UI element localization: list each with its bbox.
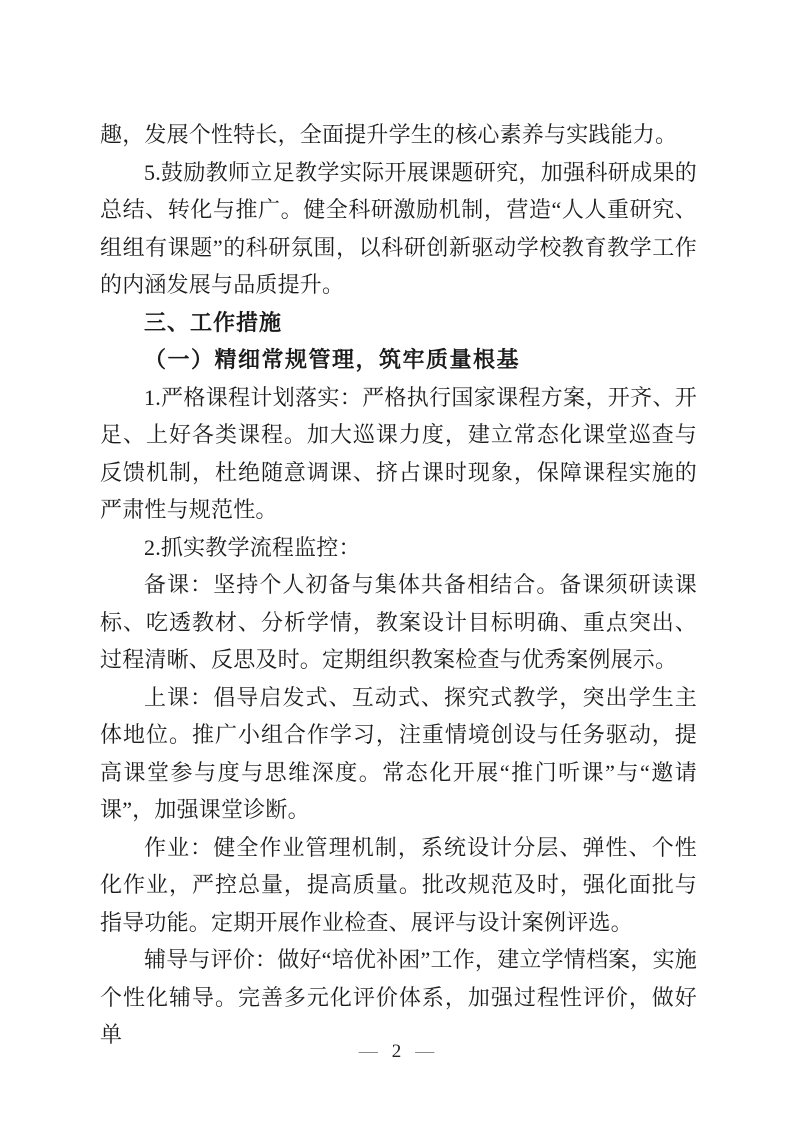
- section-heading: 三、工作措施: [144, 309, 283, 335]
- paragraph: 上课：倡导启发式、互动式、探究式教学，突出学生主体地位。推广小组合作学习，注重情境创设与任务驱动，提高课堂参与度与思维深度。常态化开展“推门听课”与“邀请课”，加强课堂诊断。: [100, 684, 697, 822]
- footer-right-dash: —: [415, 1041, 435, 1062]
- paragraph: 辅导与评价：做好“培优补困”工作，建立学情档案，实施个性化辅导。完善多元化评价体系，加强过程性评价，做好单: [100, 947, 697, 1047]
- paragraph: 2.抓实教学流程监控：: [144, 534, 361, 560]
- document-body: [100, 116, 697, 1054]
- paragraph: 5.鼓励教师立足教学实际开展课题研究，加强科研成果的总结、转化与推广。健全科研激励机制，营造“人人重研究、组组有课题”的科研氛围，以科研创新驱动学校教育教学工作的内涵发展与品质提升。: [100, 159, 697, 297]
- paragraph: 1.严格课程计划落实：严格执行国家课程方案，开齐、开足、上好各类课程。加大巡课力度，建立常态化课堂巡查与反馈机制，杜绝随意调课、挤占课时现象，保障课程实施的严肃性与规范性。: [100, 384, 697, 522]
- page-footer: [0, 1040, 793, 1064]
- page-number: 2: [391, 1041, 402, 1062]
- paragraph: 作业：健全作业管理机制，系统设计分层、弹性、个性化作业，严控总量，提高质量。批改规范及时，强化面批与指导功能。定期开展作业检查、展评与设计案例评选。: [100, 834, 697, 935]
- subsection-heading: （一）精细常规管理，筑牢质量根基: [144, 347, 521, 372]
- paragraph: 备课：坚持个人初备与集体共备相结合。备课须研读课标、吃透教材、分析学情，教案设计目标明确、重点突出、过程清晰、反思及时。定期组织教案检查与优秀案例展示。: [100, 572, 697, 672]
- footer-left-dash: —: [358, 1041, 378, 1062]
- paragraph: 趣，发展个性特长，全面提升学生的核心素养与实践能力。: [100, 122, 678, 147]
